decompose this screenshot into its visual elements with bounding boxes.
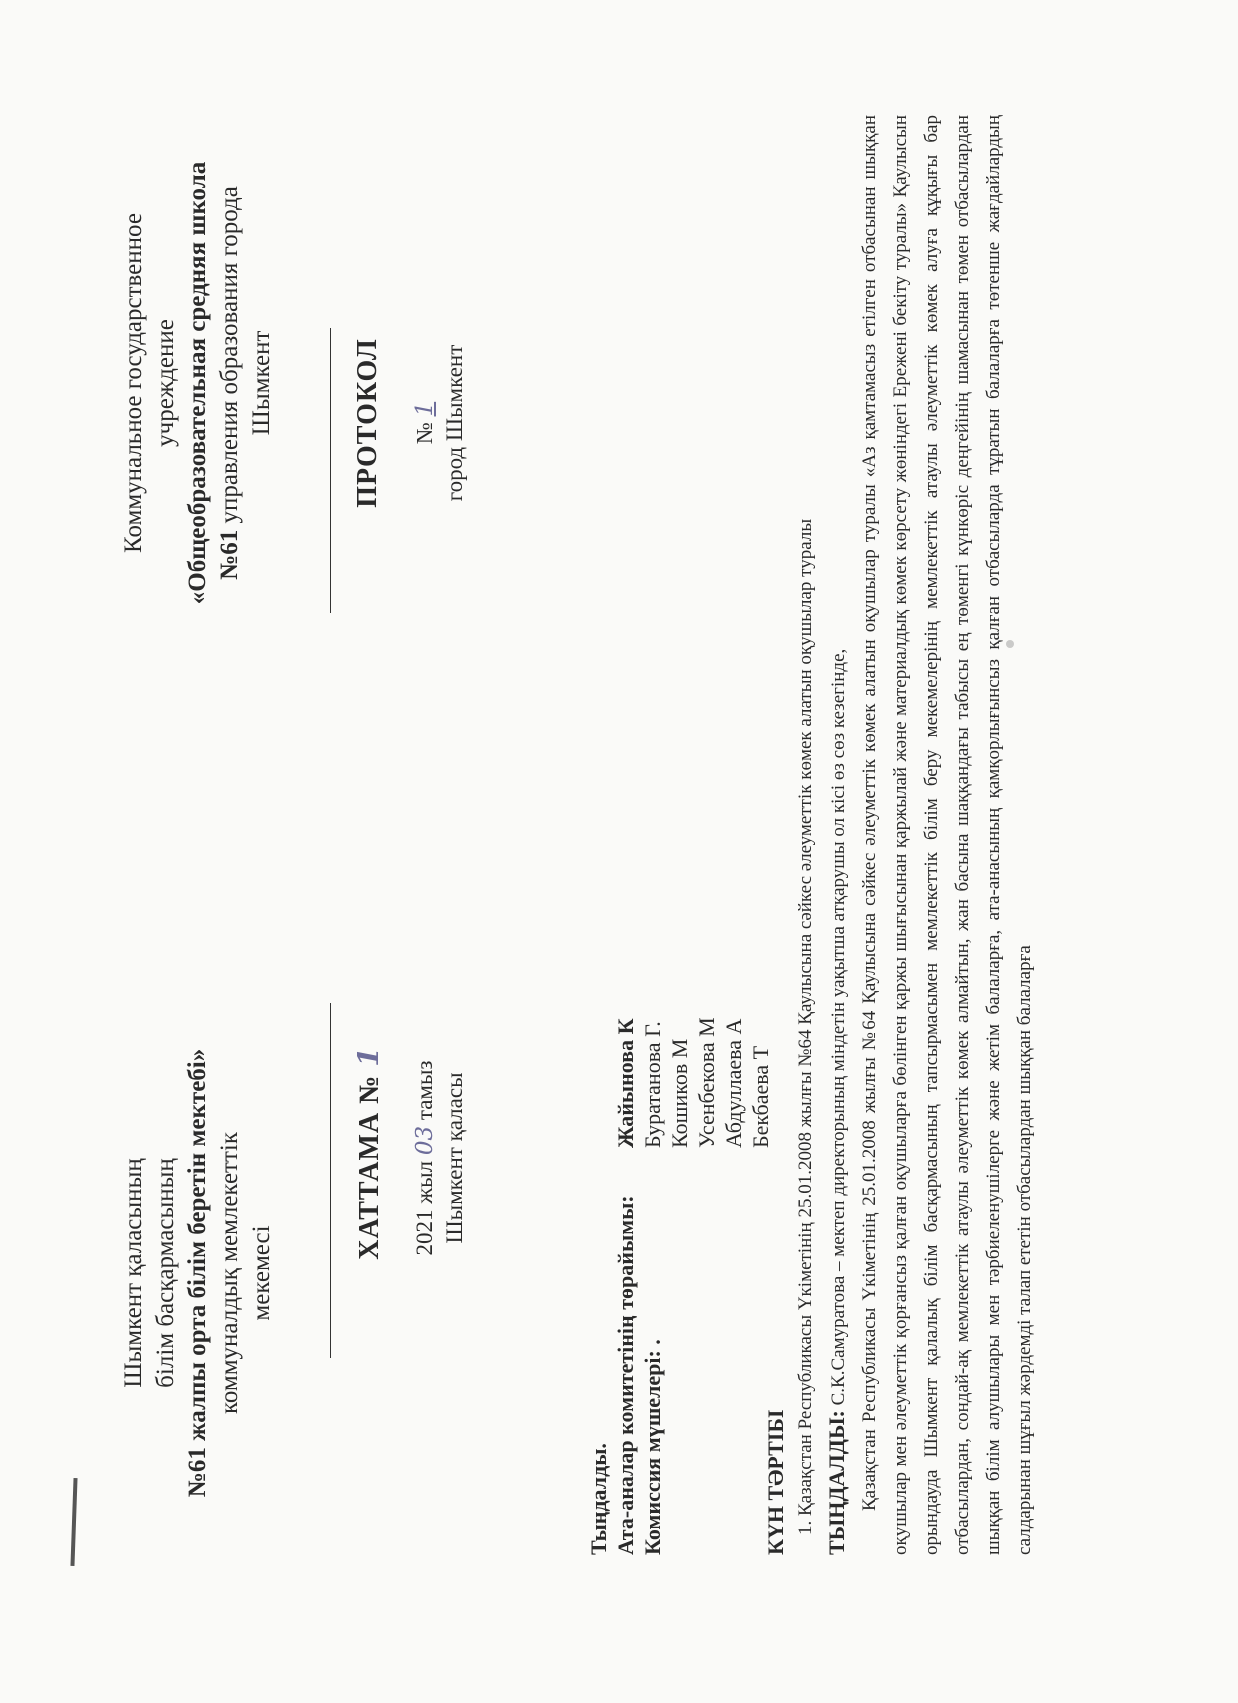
right-header-line: учреждение xyxy=(152,319,179,447)
heard-line xyxy=(821,115,854,1555)
members-list xyxy=(612,1017,774,1148)
ru-title: ПРОТОКОЛ xyxy=(352,338,383,508)
chair-name: Жайынова К xyxy=(613,1018,638,1148)
right-header xyxy=(118,103,278,663)
right-divider xyxy=(330,328,331,613)
kz-date-month: тамыз xyxy=(412,1060,437,1121)
ru-number-block xyxy=(410,273,470,573)
left-header-line: білім басқармасының xyxy=(152,1158,179,1388)
right-header-line: Шымкент xyxy=(248,330,275,436)
heard-line-label: ТЫҢДАЛДЫ: xyxy=(824,1410,849,1555)
left-header-line: Шымкент қаласының xyxy=(120,1158,147,1388)
right-header-line xyxy=(214,103,246,663)
left-header xyxy=(118,993,278,1553)
ru-number xyxy=(410,273,440,573)
ru-city: город Шымкент xyxy=(442,344,467,502)
agenda-item-1: 1. Қазақстан Республикасы Үкіметінің 25.01.2008 жылғы №64 Қаулысына сәйкес әлеуметтік көмек алатын оқушылар туралы xyxy=(795,518,816,1535)
ru-handwritten-number: 1 xyxy=(412,401,438,417)
kz-date-day: 03 xyxy=(412,1125,438,1156)
kz-city: Шымкент қаласы xyxy=(442,1072,467,1244)
left-divider xyxy=(330,1003,331,1358)
heard-label: Тыңдалды. xyxy=(586,1443,611,1555)
ru-title-block xyxy=(352,273,384,573)
member-name: Бекбаева Т xyxy=(748,1045,773,1148)
kz-date-block xyxy=(410,1008,470,1308)
ru-number-prefix: № xyxy=(412,422,437,445)
agenda-paragraph: Қазақстан Республикасы Үкіметінің 25.01.2008 жылғы №64 Қаулысына сәйкес әлеуметтік көмек алатын оқушылар туралы «Аз қамтамасыз етілген отбасынан шыққан оқушылар мен әлеуметтік қорғансыз қалған оқушыларға бөлінген қаржы шығысынан қаржылай және материалдық көмек көрсету жөніндегі Ережені бекіту туралы» Қаулысын орындауда Шымкент қалалық білім басқармасының тапсырмасымен мемлекеттік білім беру мекемелерінің мемлекеттік атаулы әлеуметтік көмек алуға құқығы бар отбасылардан, сондай-ақ мемлекеттік атаулы әлеуметтік көмек алмайтын, жан басына шаққандағы табысы ең төменгі күнкөріс деңгейінің шамасынан төмен отбасылардан шыққан білім алушылары мен тәрбиеленушілерге және жетім балаларға, ата-анасының қамқорлығынсыз қалған отбасыларда тұратын балаларға төтенше жағдайлардың салдарынан шұғыл жәрдемді талап ететін отбасылардан шыққан балаларға xyxy=(859,115,1035,1555)
kz-title-block xyxy=(352,1003,386,1303)
agenda-heading: КҮН ТӘРТІБІ xyxy=(763,1409,788,1555)
members-label: Комиссия мүшелері: . xyxy=(640,1339,665,1555)
heard-line-text: С.К.Самуратова – мектеп директорының міндетін уақытша атқарушы ол кісі өз сөз кезегінде, xyxy=(828,648,849,1411)
kz-title xyxy=(352,1003,386,1303)
chair-label: Ата-аналар комитетінің төрайымы: xyxy=(613,1195,638,1555)
school-name-kz: №61 жалпы орта білім беретін мектебі» xyxy=(184,1048,211,1498)
member-name: Кошиков М xyxy=(667,1038,692,1148)
member-name: Усенбекова М xyxy=(694,1017,719,1148)
right-header-line: Коммунальное государственное xyxy=(120,213,147,553)
kz-handwritten-number: 1 xyxy=(352,1046,385,1067)
kz-date xyxy=(410,1008,440,1308)
kz-date-year: 2021 жыл xyxy=(412,1160,437,1256)
school-name-ru: «Общеобразовательная средняя школа xyxy=(184,161,211,605)
agenda-block xyxy=(762,115,1040,1555)
left-header-line: мекемесі xyxy=(248,1225,275,1321)
right-header-rest: управления образования города xyxy=(216,186,243,530)
school-number: №61 xyxy=(216,529,243,580)
left-header-line: коммуналдық мемлекеттік xyxy=(216,1132,243,1414)
member-name: Буратанова Г. xyxy=(640,1021,665,1148)
committee-labels xyxy=(585,1195,666,1555)
member-name: Абдуллаева А xyxy=(721,1018,746,1148)
kz-title-label: ХАТТАМА № xyxy=(354,1074,385,1260)
